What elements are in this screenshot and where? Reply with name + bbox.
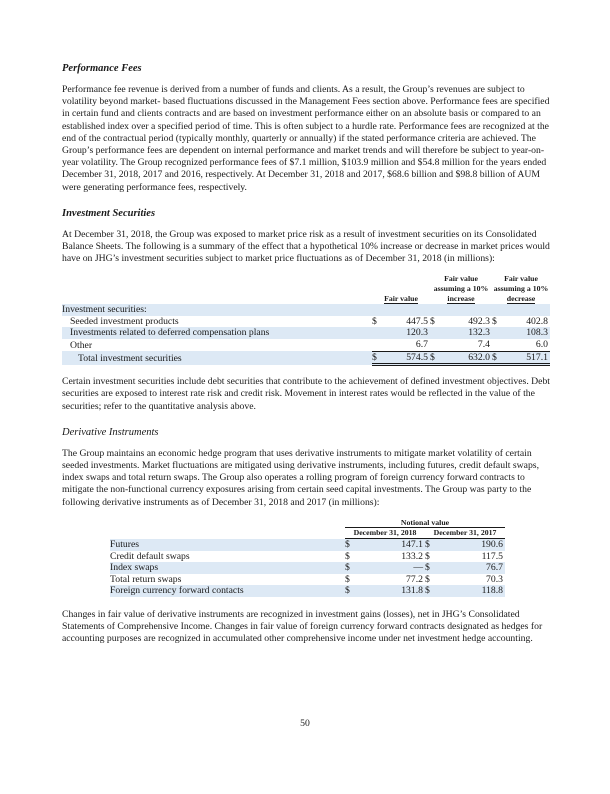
table-row [110, 539, 505, 551]
cell-value: 131.8 [355, 585, 425, 597]
table-header-row [110, 528, 505, 539]
currency-symbol: $ [492, 315, 497, 327]
col-header-decrease-line2: assuming a 10% [493, 284, 549, 294]
currency-symbol: $ [425, 585, 435, 597]
document-page [62, 62, 550, 646]
total-label: Total investment securities [62, 351, 372, 365]
currency-symbol: $ [430, 315, 435, 327]
table-total-row [62, 351, 550, 365]
currency-symbol: $ [425, 539, 435, 551]
cell-value: 133.2 [401, 550, 423, 562]
table-row [62, 327, 550, 339]
cell-value: 132.3 [440, 327, 492, 339]
currency-symbol [430, 339, 440, 351]
table-row [110, 574, 505, 586]
cell-value: 118.8 [435, 585, 505, 597]
currency-symbol: $ [372, 351, 382, 365]
currency-symbol: $ [345, 539, 355, 551]
cell-value: 76.7 [435, 562, 505, 574]
row-label: Index swaps [110, 562, 345, 574]
currency-symbol: $ [345, 573, 350, 585]
table-header-row [62, 274, 550, 304]
table-row [62, 316, 550, 328]
currency-symbol: $ [345, 562, 355, 574]
page-number: 50 [300, 718, 310, 729]
table-row [110, 585, 505, 597]
debt-securities-paragraph: Certain investment securities include debt securities that contribute to the achievement of defined investment objectives. Debt securities are exposed to interest rate risk and credit risk. Movement in interest rates would be reflected in the value of the securities; refer to the quantitative analysis above. [62, 376, 550, 412]
currency-symbol: $ [345, 585, 355, 597]
row-label: Foreign currency forward contacts [110, 585, 345, 597]
derivative-instruments-table [110, 518, 505, 597]
cell-value: 108.3 [502, 327, 550, 339]
performance-fees-paragraph: Performance fee revenue is derived from a number of funds and clients. As a result, the Group’s revenues are subject to volatility beyond market- based fluctuations discussed in the Management Fees section above. Performance fees are specified in certain fund and clients contracts and are based on investment performance either on an absolute basis or compared to an established index over a specified period of time. This is often subject to a hurdle rate. Performance fees are recognized at the end of the contractual period (typically monthly, quarterly or annually) if the stated performance criteria are achieved. The Group’s performance fees are dependent on internal performance and market trends and will therefore be subject to year-on-year volatility. The Group recognized performance fees of $7.1 million, $103.9 million and $54.8 million for the years ended December 31, 2018, 2017 and 2016, respectively. At December 31, 2018 and 2017, $68.6 billion and $98.8 billion of AUM were generating performance fees, respectively. [62, 84, 550, 193]
row-label: Credit default swaps [110, 550, 190, 562]
total-value: 632.0 [440, 351, 492, 365]
cell-value: 190.6 [435, 539, 505, 551]
total-value: 574.5 [382, 351, 430, 365]
currency-symbol [492, 327, 502, 339]
cell-value: 6.7 [382, 339, 430, 351]
table-group-header-row [110, 518, 505, 528]
col-header-increase-line3: increase [447, 293, 475, 303]
col-header-2018: December 31, 2018 [345, 528, 425, 539]
cell-value: 6.0 [502, 339, 550, 351]
table-row [110, 551, 505, 563]
col-group-header-notional: Notional value [345, 518, 505, 528]
derivative-instruments-paragraph: The Group maintains an economic hedge program that uses derivative instruments to mitigate market volatility of certain seeded investments. Market fluctuations are mitigated using derivative instruments, including futures, credit default swaps, index swaps and total return swaps. The Group also operates a rolling program of foreign currency forward contracts to mitigate the non-functional currency exposures arising from certain seed capital investments. The Group was party to the following derivative instruments as of December 31, 2018 and 2017 (in millions): [62, 447, 539, 508]
currency-symbol: $ [492, 351, 502, 365]
col-header-increase-line1: Fair value [444, 274, 478, 284]
row-label: Total return swaps [110, 573, 182, 585]
row-label: Seeded investment products [70, 315, 179, 327]
investment-securities-paragraph: At December 31, 2018, the Group was exposed to market price risk as a result of investment securities on its Consolidated Balance Sheets. The following is a summary of the effect that a hypothetical 10% increase or decrease in market prices would have on JHG’s investment securities subject to market price fluctuations as of December 31, 2018 (in millions): [62, 228, 550, 265]
cell-value: — [355, 562, 425, 574]
cell-value: 402.8 [526, 315, 548, 327]
cell-value: 117.5 [481, 550, 503, 562]
currency-symbol: $ [345, 550, 350, 562]
cell-value: 7.4 [440, 339, 492, 351]
currency-symbol [372, 327, 382, 339]
currency-symbol [372, 339, 382, 351]
currency-symbol: $ [425, 550, 430, 562]
currency-symbol: $ [430, 351, 440, 365]
currency-symbol: $ [372, 315, 377, 327]
col-header-decrease-line1: Fair value [504, 274, 538, 284]
cell-value: 70.3 [486, 573, 503, 585]
table-section-row [62, 304, 550, 316]
derivative-instruments-heading: Derivative Instruments [62, 426, 159, 438]
cell-value: 492.3 [468, 315, 490, 327]
currency-symbol: $ [425, 573, 430, 585]
cell-value: 447.5 [406, 315, 428, 327]
currency-symbol [430, 327, 440, 339]
row-label: Other [70, 339, 93, 351]
col-header-increase-line2: assuming a 10% [433, 284, 489, 294]
investment-securities-heading: Investment Securities [62, 207, 156, 219]
section-label: Investment securities: [62, 304, 372, 316]
table-row [110, 562, 505, 574]
cell-value: 147.1 [355, 539, 425, 551]
col-header-decrease-line3: decrease [506, 293, 536, 303]
fair-value-changes-paragraph: Changes in fair value of derivative instruments are recognized in investment gains (losses), net in JHG’s Consolidated Statements of Comprehensive Income. Changes in fair value of foreign currency forward contracts designated as hedges for accounting purposes are recognized in accumulated other comprehensive income under net investment hedge accounting. [62, 608, 543, 645]
col-header-fair-value: Fair value [384, 293, 418, 303]
performance-fees-heading: Performance Fees [62, 63, 142, 74]
row-label: Futures [110, 539, 345, 551]
row-label: Investments related to deferred compensation plans [62, 327, 372, 339]
cell-value: 120.3 [382, 327, 430, 339]
table-row [62, 339, 550, 351]
currency-symbol [492, 339, 502, 351]
total-value: 517.1 [502, 351, 550, 365]
currency-symbol: $ [425, 562, 435, 574]
col-header-2017: December 31, 2017 [425, 528, 505, 539]
investment-securities-table [62, 274, 550, 366]
cell-value: 77.2 [406, 573, 423, 585]
